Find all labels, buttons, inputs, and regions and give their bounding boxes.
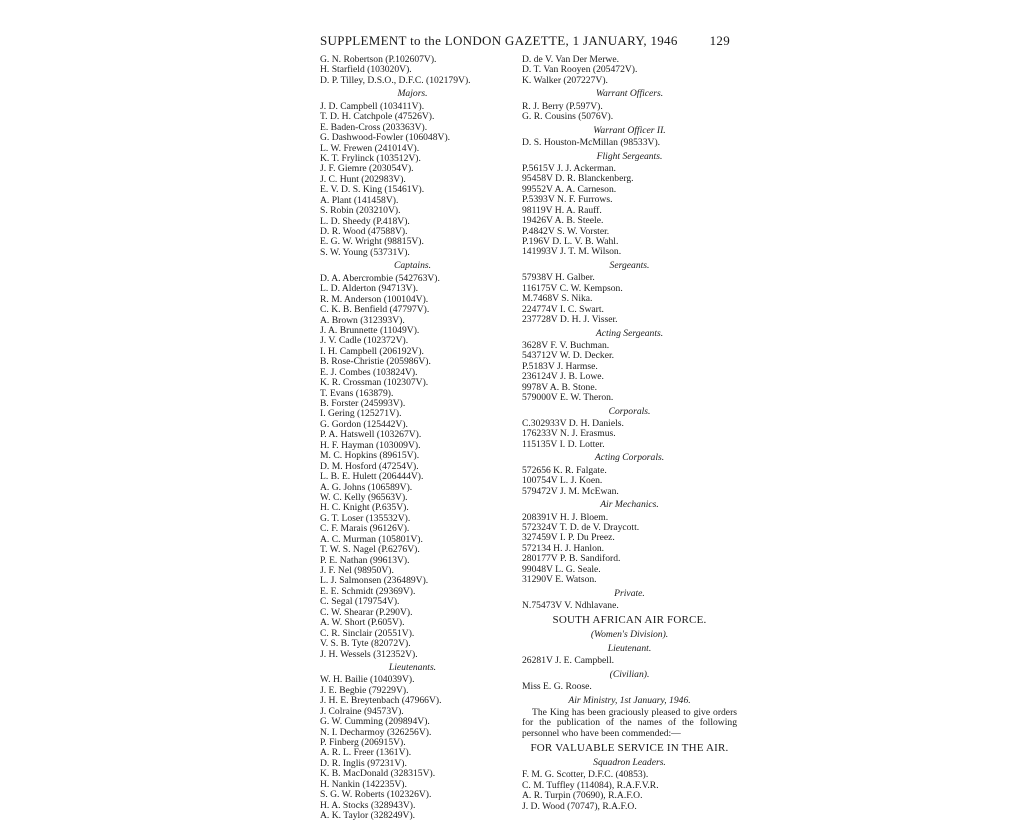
section-title: FOR VALUABLE SERVICE IN THE AIR. <box>530 741 729 754</box>
list-item: K. Walker (207227V). <box>522 74 608 86</box>
list-item: A. C. Murman (105801V). <box>320 533 423 545</box>
list-item: C. R. Sinclair (20551V). <box>320 627 415 639</box>
list-item: 99552V A. A. Carneson. <box>522 183 617 195</box>
list-item: T. D. H. Catchpole (47526V). <box>320 111 435 123</box>
list-item: J. F. Nel (98950V). <box>320 565 394 576</box>
section-title: SOUTH AFRICAN AIR FORCE. <box>552 614 707 627</box>
list-item: W. C. Kelly (96563V). <box>320 491 408 503</box>
list-item: H. Starfield (103020V). <box>320 64 412 76</box>
list-item: K. T. Frylinck (103512V). <box>320 152 421 164</box>
list-item: H. C. Knight (P.635V). <box>320 502 409 514</box>
list-item: C. Segal (179754V). <box>320 596 400 608</box>
list-item: T. Evans (163879). <box>320 387 394 399</box>
list-item: 100754V L. J. Koen. <box>522 475 603 487</box>
list-item: J. V. Cadle (102372V). <box>320 335 409 347</box>
section-heading: (Women's Division). <box>590 629 669 641</box>
list-item: N.75473V V. Ndhlavane. <box>522 600 619 611</box>
list-item: 579000V E. W. Theron. <box>522 392 614 404</box>
list-item: D. S. Houston-McMillan (98533V). <box>522 137 661 149</box>
section-heading: Acting Corporals. <box>594 452 665 464</box>
list-item: P.5183V J. Harmse. <box>522 360 598 372</box>
list-item: P.5393V N. F. Furrows. <box>522 194 613 206</box>
list-item: R. J. Berry (P.597V). <box>522 100 603 112</box>
list-item: C. W. Shearar (P.290V). <box>320 606 413 618</box>
list-item: L. D. Alderton (94713V). <box>320 283 419 295</box>
list-item: I. H. Campbell (206192V). <box>320 345 424 357</box>
list-item: 236124V J. B. Lowe. <box>522 371 604 383</box>
section-heading: Captains. <box>393 260 432 272</box>
list-item: B. Rose-Christie (205986V). <box>320 356 431 368</box>
section-heading: Warrant Officers. <box>595 88 664 100</box>
section-heading: Squadron Leaders. <box>593 756 666 768</box>
paragraph: The King has been graciously pleased to give orders for the publication of the names of the following personnel who have been commended:— <box>522 707 737 739</box>
list-item: Miss E. G. Roose. <box>522 681 592 693</box>
list-item: N. I. Decharmoy (326256V). <box>320 726 432 738</box>
list-item: D. A. Abercrombie (542763V). <box>320 272 440 284</box>
list-item: L. D. Sheedy (P.418V). <box>320 215 410 227</box>
list-item: A. Plant (141458V). <box>320 194 399 206</box>
list-item: 141993V J. T. M. Wilson. <box>522 246 622 258</box>
list-item: J. A. Brunnette (11049V). <box>320 324 420 336</box>
list-item: L. J. Salmonsen (236489V). <box>320 575 429 587</box>
list-item: J. H. Wessels (312352V). <box>320 648 418 660</box>
list-item: 543712V W. D. Decker. <box>522 350 615 362</box>
list-item: 99048V L. G. Seale. <box>522 563 601 575</box>
list-item: R. M. Anderson (100104V). <box>320 293 429 305</box>
list-item: J. Colraine (94573V). <box>320 705 404 717</box>
list-item: 327459V I. P. Du Preez. <box>522 532 615 544</box>
list-item: 579472V J. M. McEwan. <box>522 485 619 497</box>
list-item: W. H. Bailie (104039V). <box>320 674 415 686</box>
list-item: T. W. S. Nagel (P.6276V). <box>320 544 420 556</box>
list-item: K. R. Crossman (102307V). <box>320 377 429 389</box>
list-item: E. V. D. S. King (15461V). <box>320 184 425 196</box>
list-item: D. T. Van Rooyen (205472V). <box>522 64 638 76</box>
list-item: C. F. Marais (96126V). <box>320 523 410 535</box>
list-item: E. J. Combes (103824V). <box>320 366 418 378</box>
list-item: 224774V I. C. Swart. <box>522 303 604 315</box>
list-item: G. N. Robertson (P.102607V). <box>320 54 437 65</box>
list-item: J. E. Begbie (79229V). <box>320 684 409 696</box>
list-item: C.302933V D. H. Daniels. <box>522 418 624 429</box>
list-item: E. E. Schmidt (29369V). <box>320 585 416 597</box>
list-item: 98119V H. A. Rauff. <box>522 204 602 216</box>
list-item: A. R. Turpin (70690), R.A.F.O. <box>522 790 643 802</box>
list-item: G. R. Cousins (5076V). <box>522 111 614 123</box>
list-item: D. M. Hosford (47254V). <box>320 460 419 472</box>
section-heading: Corporals. <box>608 405 651 417</box>
list-item: E. G. W. Wright (98815V). <box>320 236 424 248</box>
list-item: 176233V N. J. Erasmus. <box>522 428 616 440</box>
list-item: J. F. Giemre (203054V). <box>320 163 414 175</box>
list-item: K. B. MacDonald (328315V). <box>320 768 436 780</box>
list-item: G. Gordon (125442V). <box>320 418 408 430</box>
page-number: 129 <box>709 33 730 48</box>
list-item: V. S. B. Tyte (82072V). <box>320 638 411 650</box>
list-item: 208391V H. J. Bloem. <box>522 511 609 523</box>
section-heading: Warrant Officer II. <box>593 124 666 136</box>
list-item: 19426V A. B. Steele. <box>522 215 604 227</box>
list-item: 237728V D. H. J. Visser. <box>522 314 618 326</box>
list-item: G. T. Loser (135532V). <box>320 512 411 524</box>
list-item: L. B. E. Hulett (206444V). <box>320 471 424 483</box>
section-heading: (Civilian). <box>609 668 650 680</box>
list-item: P.5615V J. J. Ackerman. <box>522 162 616 174</box>
section-heading: Flight Sergeants. <box>596 150 663 162</box>
list-item: F. M. G. Scotter, D.F.C. (40853). <box>522 769 649 781</box>
list-item: D. P. Tilley, D.S.O., D.F.C. (102179V). <box>320 74 471 86</box>
section-heading: Lieutenants. <box>388 661 437 673</box>
page-header <box>320 33 730 49</box>
list-item: P.196V D. L. V. B. Wahl. <box>522 236 619 247</box>
section-heading: Air Ministry, 1st January, 1946. <box>568 694 691 706</box>
list-item: M.7468V S. Nika. <box>522 293 593 305</box>
section-heading: Air Mechanics. <box>600 499 659 511</box>
list-item: 572134 H. J. Hanlon. <box>522 542 605 554</box>
list-item: 572324V T. D. de V. Draycott. <box>522 521 640 533</box>
list-item: H. F. Hayman (103009V). <box>320 439 421 451</box>
list-item: I. Gering (125271V). <box>320 408 402 420</box>
list-item: 31290V E. Watson. <box>522 574 597 586</box>
list-item: 57938V H. Galber. <box>522 272 595 284</box>
list-item: A. K. Taylor (328249V). <box>320 810 416 822</box>
list-item: J. D. Wood (70747), R.A.F.O. <box>522 800 637 812</box>
list-item: C. M. Tuffley (114084), R.A.F.V.R. <box>522 779 659 791</box>
list-item: J. C. Hunt (202983V). <box>320 173 406 185</box>
list-item: P. A. Hatswell (103267V). <box>320 429 422 441</box>
list-item: S. W. Young (53731V). <box>320 246 410 258</box>
list-item: 95458V D. R. Blanckenberg. <box>522 173 634 185</box>
list-item: J. H. E. Breytenbach (47966V). <box>320 695 442 707</box>
list-item: H. A. Stocks (328943V). <box>320 799 416 811</box>
list-item: 115135V I. D. Lotter. <box>522 438 605 450</box>
list-item: B. Forster (245993V). <box>320 398 406 409</box>
section-heading: Private. <box>614 587 645 599</box>
list-item: 572656 K. R. Falgate. <box>522 464 607 476</box>
section-heading: Sergeants. <box>609 259 650 271</box>
list-item: 9978V A. B. Stone. <box>522 381 597 393</box>
section-heading: Lieutenant. <box>607 642 652 654</box>
list-item: S. Robin (203210V). <box>320 205 401 217</box>
list-item: A. G. Johns (106589V). <box>320 481 413 493</box>
list-item: A. R. L. Freer (1361V). <box>320 747 412 759</box>
list-item: P. E. Nathan (99613V). <box>320 554 410 566</box>
running-title: SUPPLEMENT to the LONDON GAZETTE, 1 JANUARY, 1946 <box>320 33 678 48</box>
list-item: C. K. B. Benfield (47797V). <box>320 304 430 316</box>
list-item: E. Baden-Cross (203363V). <box>320 121 428 133</box>
list-item: D. R. Inglis (97231V). <box>320 757 407 769</box>
list-item: P.4842V S. W. Vorster. <box>522 225 610 237</box>
list-item: D. de V. Van Der Merwe. <box>522 54 619 65</box>
list-item: 116175V C. W. Kempson. <box>522 282 623 294</box>
list-item: M. C. Hopkins (89615V). <box>320 450 420 462</box>
section-heading: Majors. <box>397 88 428 100</box>
list-item: D. R. Wood (47588V). <box>320 226 408 237</box>
section-heading: Acting Sergeants. <box>595 327 664 339</box>
right-column <box>522 55 737 812</box>
list-item: 3628V F. V. Buchman. <box>522 339 610 351</box>
left-column <box>320 55 505 822</box>
list-item: 26281V J. E. Campbell. <box>522 655 615 667</box>
list-item: P. Finberg (206915V). <box>320 737 406 748</box>
list-item: L. W. Frewen (241014V). <box>320 142 420 154</box>
list-item: A. W. Short (P.605V). <box>320 617 405 629</box>
list-item: G. W. Cumming (209894V). <box>320 716 430 728</box>
list-item: H. Nankin (142235V). <box>320 778 407 790</box>
list-item: A. Brown (312393V). <box>320 314 405 326</box>
list-item: 280177V P. B. Sandiford. <box>522 553 621 565</box>
list-item: S. G. W. Roberts (102326V). <box>320 789 432 801</box>
list-item: G. Dashwood-Fowler (106048V). <box>320 132 451 144</box>
list-item: J. D. Campbell (103411V). <box>320 100 425 112</box>
